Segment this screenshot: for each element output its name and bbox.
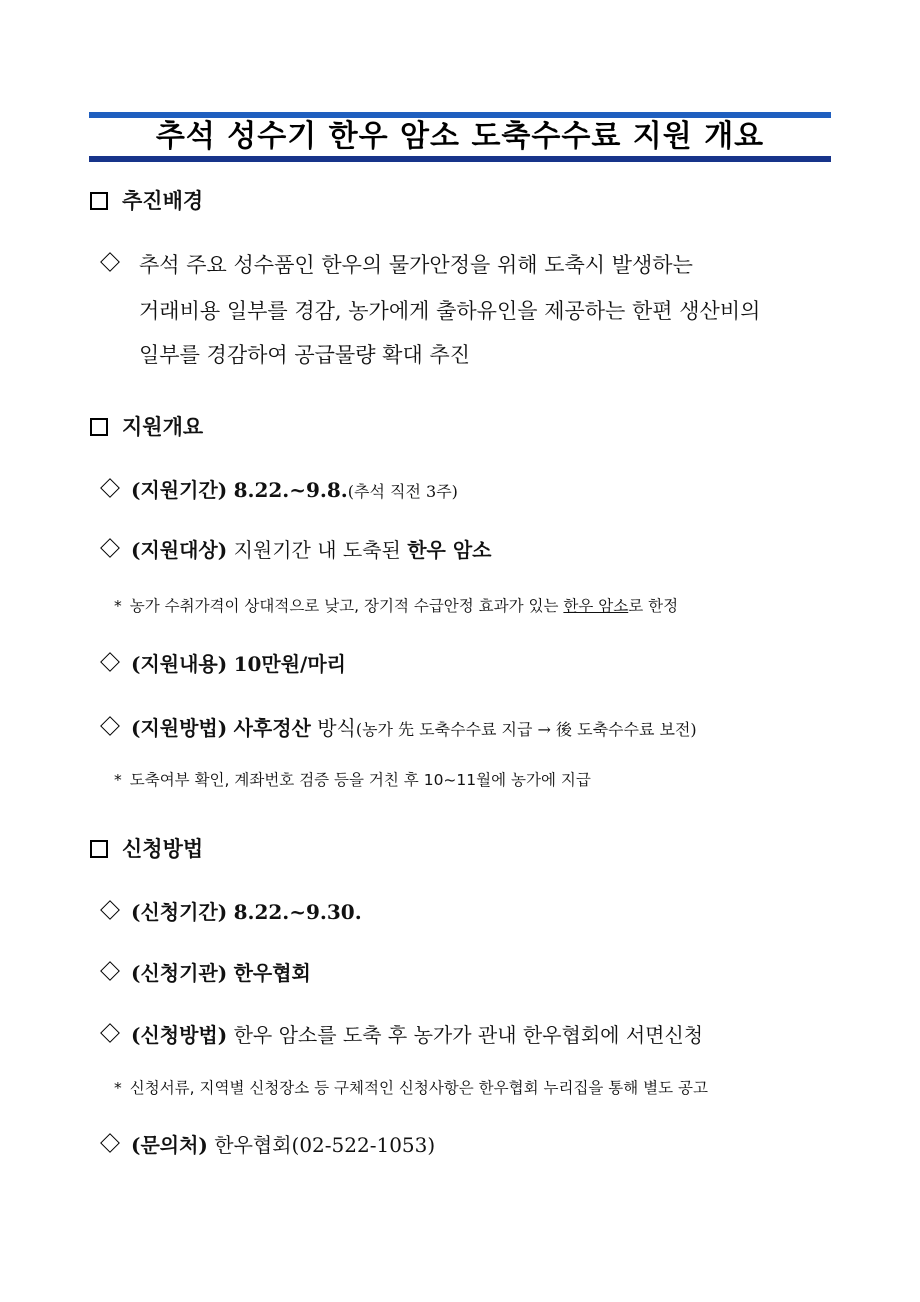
item-value: 한우협회(02-522-1053)	[214, 1133, 436, 1157]
section-heading: 신청방법	[122, 836, 204, 861]
item-label: (지원내용)	[131, 652, 228, 676]
background-bullet	[100, 249, 131, 279]
item-value: 8.22.~9.30.	[233, 900, 362, 924]
diamond-bullet-icon	[100, 538, 120, 558]
checkbox-square-icon	[90, 840, 108, 858]
note-text: 농가 수취가격이 상대적으로 낮고, 장기적 수급안정 효과가 있는	[129, 597, 559, 615]
overview-method-note	[114, 768, 591, 792]
title-bar-bottom	[89, 156, 831, 162]
diamond-bullet-icon	[100, 478, 120, 498]
diamond-bullet-icon	[100, 900, 120, 920]
diamond-bullet-icon	[100, 652, 120, 672]
item-text: 지원기간 내 도축된	[233, 538, 401, 562]
section-overview	[90, 412, 203, 442]
title-banner	[89, 112, 831, 162]
note-text: 도축여부 확인, 계좌번호 검증 등을 거친 후 10~11월에 농가에 지급	[129, 771, 591, 789]
checkbox-square-icon	[90, 418, 108, 436]
section-background	[90, 186, 203, 216]
background-line-1: 추석 주요 성수품인 한우의 물가안정을 위해 도축시 발생하는	[139, 253, 693, 277]
diamond-bullet-icon	[100, 1133, 120, 1153]
overview-method	[100, 713, 697, 745]
item-value: 한우협회	[233, 961, 311, 985]
apply-agency	[100, 958, 311, 988]
note-text: 신청서류, 지역별 신청장소 등 구체적인 신청사항은 한우협회 누리집을 통해 별도 공고	[129, 1079, 709, 1097]
note-star: *	[114, 771, 122, 789]
page-title: 추석 성수기 한우 암소 도축수수료 지원 개요	[155, 119, 765, 154]
item-label: (신청기관)	[131, 961, 228, 985]
item-label: (신청방법)	[131, 1023, 228, 1047]
item-note: (추석 직전 3주)	[347, 482, 458, 501]
background-line-2: 거래비용 일부를 경감, 농가에게 출하유인을 제공하는 한편 생산비의	[139, 299, 761, 323]
note-star: *	[114, 1079, 122, 1097]
apply-period	[100, 897, 362, 927]
diamond-bullet-icon	[100, 252, 120, 272]
item-note: (농가 先 도축수수료 지급 → 後 도축수수료 보전)	[355, 720, 697, 739]
item-strong: 한우 암소	[407, 538, 492, 562]
diamond-bullet-icon	[100, 961, 120, 981]
note-star: *	[114, 597, 122, 615]
section-heading: 지원개요	[122, 414, 204, 439]
note-text-after: 로 한정	[628, 597, 679, 615]
diamond-bullet-icon	[100, 716, 120, 736]
note-underlined: 한우 암소	[563, 597, 629, 615]
item-value: 10만원/마리	[233, 652, 346, 676]
overview-target	[100, 535, 491, 565]
item-label: (문의처)	[131, 1133, 208, 1157]
item-label: (지원대상)	[131, 538, 228, 562]
diamond-bullet-icon	[100, 1023, 120, 1043]
item-label: (신청기간)	[131, 900, 228, 924]
overview-period	[100, 475, 458, 507]
overview-target-note	[114, 594, 678, 618]
background-line-3: 일부를 경감하여 공급물량 확대 추진	[139, 343, 470, 367]
item-label: (지원방법)	[131, 716, 228, 740]
item-text: 방식	[317, 716, 356, 740]
overview-content	[100, 649, 346, 679]
apply-method-note	[114, 1076, 708, 1100]
item-text: 한우 암소를 도축 후 농가가 관내 한우협회에 서면신청	[233, 1023, 704, 1047]
section-apply	[90, 834, 203, 864]
apply-method	[100, 1020, 703, 1050]
item-strong: 사후정산	[233, 716, 311, 740]
section-heading: 추진배경	[122, 188, 204, 213]
checkbox-square-icon	[90, 192, 108, 210]
item-value: 8.22.~9.8.	[233, 478, 348, 502]
apply-contact	[100, 1130, 435, 1160]
item-label: (지원기간)	[131, 478, 228, 502]
